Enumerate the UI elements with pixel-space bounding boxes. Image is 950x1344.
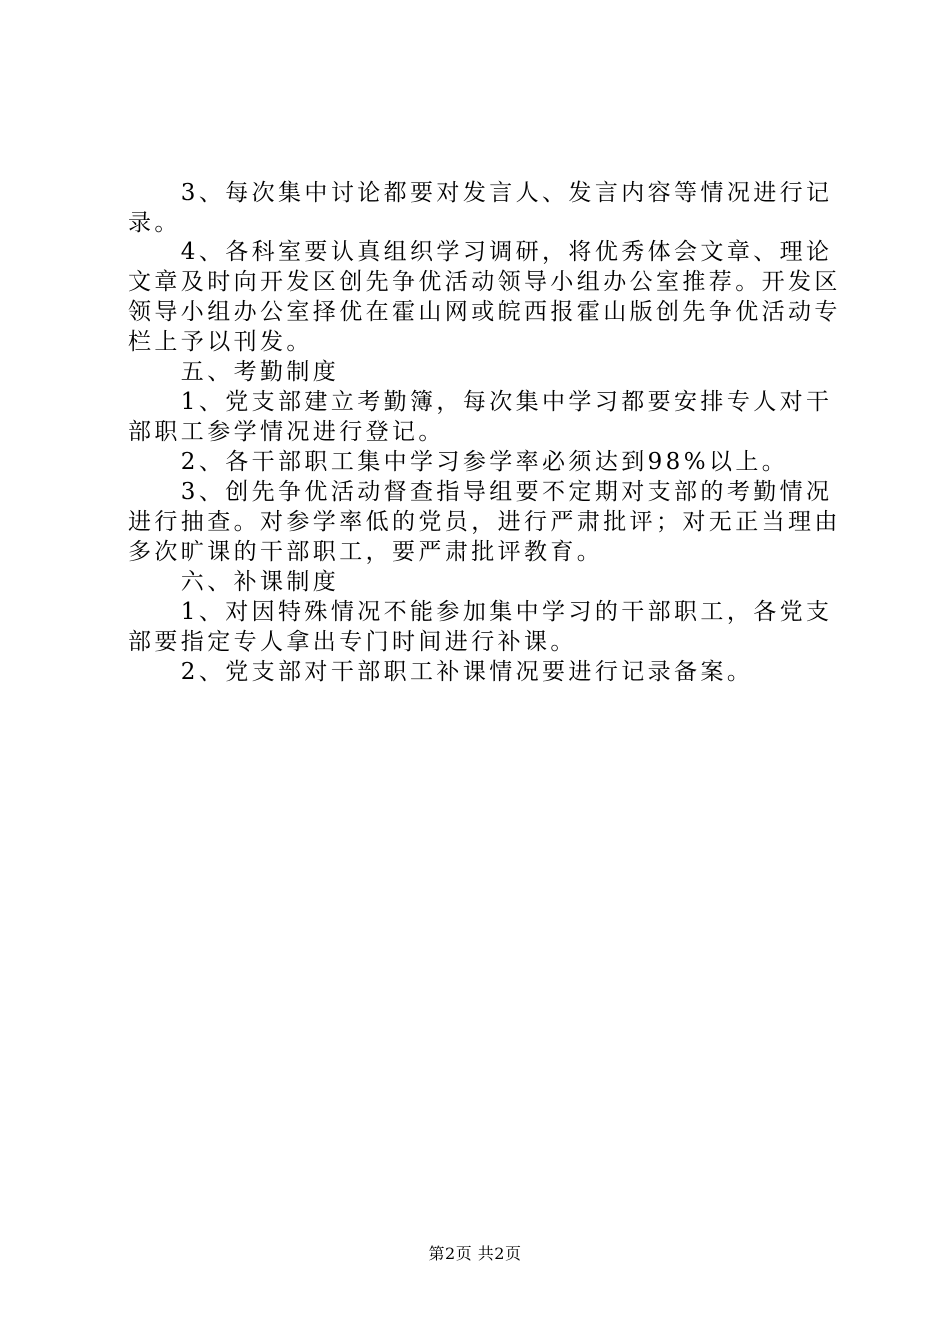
paragraph-study-rules-body: 4、各科室要认真组织学习调研，将优秀体会文章、理论文章及时向开发区创先争优活动领导小组办公室推荐。开发区领导小组办公室择优在霍山网或皖西报霍山版创先争优活动专栏上予以刊发。 五、考勤制度 1、党支部建立考勤簿，每次集中学习都要安排专人对干部职工参学情况进行登记。 2、各干部职工集中学习参学率必须达到98%以上。 3、创先争优活动督查指导组要不定期对支部的考勤情况进行抽查。对参学率低的党员，进行严肃批评；对无正当理由多次旷课的干部职工，要严肃批评教育。 六、补课制度 1、对因特殊情况不能参加集中学习的干部职工，各党支部要指定专人拿出专门时间进行补课。 2、党支部对干部职工补课情况要进行记录备案。	[128, 239, 841, 685]
paragraph-attendance-record-note: 3、每次集中讨论都要对发言人、发言内容等情况进行记录。	[128, 180, 833, 236]
page-footer: 第2页 共2页	[428, 1244, 522, 1263]
